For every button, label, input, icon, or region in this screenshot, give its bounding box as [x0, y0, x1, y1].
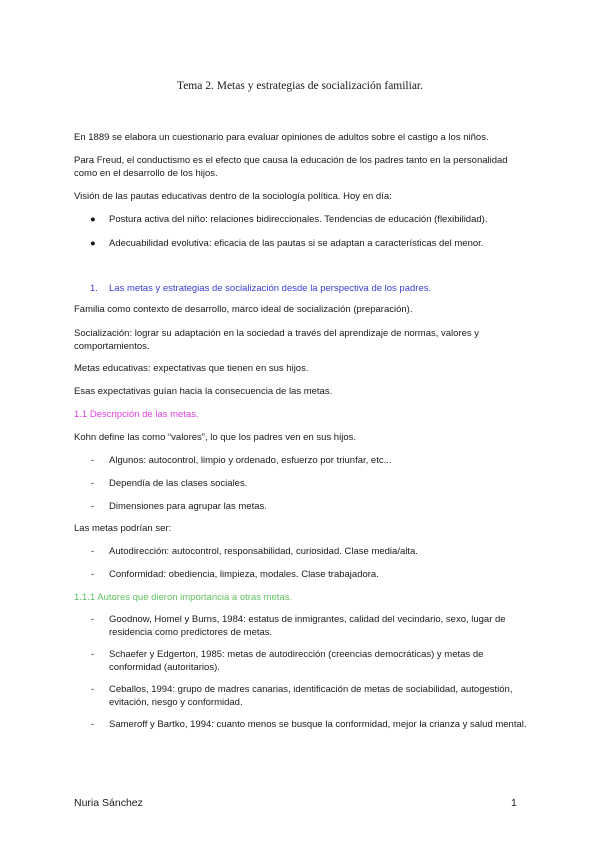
dash-item: Sameroff y Bartko, 1994: cuanto menos se busque la conformidad, mejor la crianza y salud mental. [109, 719, 527, 730]
bullet-item: Postura activa del niño: relaciones bidireccionales. Tendencias de educación (flexibilidad). [109, 214, 488, 225]
section-paragraph: Metas educativas: expectativas que tienen en sus hijos. [74, 363, 309, 374]
intro-paragraph: En 1889 se elabora un cuestionario para evaluar opiniones de adultos sobre el castigo a los niños. [74, 132, 489, 143]
dash-icon: - [91, 501, 95, 512]
dash-icon: - [91, 719, 95, 730]
section-1-number: 1. [90, 283, 98, 294]
dash-icon: - [91, 649, 95, 660]
section-paragraph: Esas expectativas guían hacia la consecuencia de las metas. [74, 386, 333, 397]
section-1-1-1-heading: 1.1.1 Autores que dieron importancia a otras metas. [74, 592, 293, 603]
dash-item: Autodirección: autocontrol, responsabilidad, curiosidad. Clase media/alta. [109, 546, 418, 557]
dash-icon: - [91, 569, 95, 580]
footer-author: Nuria Sánchez [74, 797, 143, 809]
section-paragraph: Familia como contexto de desarrollo, marco ideal de socialización (preparación). [74, 304, 413, 315]
dash-item: Ceballos, 1994: grupo de madres canarias, identificación de metas de sociabilidad, autogestión, evitación, riesgo y conformidad. [109, 684, 513, 708]
dash-item: Algunos: autocontrol, limpio y ordenado, esfuerzo por triunfar, etc... [109, 455, 392, 466]
dash-item: Dimensiones para agrupar las metas. [109, 501, 267, 512]
dash-item: Dependía de las clases sociales. [109, 478, 248, 489]
section-paragraph: Kohn define las como “valores”, lo que los padres ven en sus hijos. [74, 432, 356, 443]
intro-paragraph: Para Freud, el conductismo es el efecto que causa la educación de los padres tanto en la personalidad como en el desarrollo de los hijos. [74, 155, 508, 179]
page-title: Tema 2. Metas y estrategias de socialización familiar. [176, 80, 424, 92]
dash-icon: - [91, 684, 95, 695]
section-1-heading: Las metas y estrategias de socialización desde la perspectiva de los padres. [109, 283, 432, 294]
dash-item: Schaefer y Edgerton, 1985: metas de autodirección (creencias democráticas) y metas de conformidad (autoritarios). [109, 649, 484, 673]
dash-icon: - [91, 546, 95, 557]
dash-item: Goodnow, Homel y Burns, 1984: estatus de inmigrantes, calidad del vecindario, sexo, lugar de residencia como predictores de metas. [109, 614, 506, 638]
bullet-icon: ● [90, 238, 96, 249]
bullet-item: Adecuabilidad evolutiva: eficacia de las pautas si se adaptan a características del menor. [109, 238, 484, 249]
dash-item: Conformidad: obediencia, limpieza, modales. Clase trabajadora. [109, 569, 379, 580]
section-1-1-heading: 1.1 Descripción de las metas. [74, 409, 199, 420]
dash-icon: - [91, 478, 95, 489]
section-paragraph: Las metas podrían ser: [74, 523, 172, 534]
section-paragraph: Socialización: lograr su adaptación en la sociedad a través del aprendizaje de normas, valores y comportamientos. [74, 328, 480, 352]
bullet-icon: ● [90, 214, 96, 225]
intro-paragraph: Visión de las pautas educativas dentro de la sociología política. Hoy en día: [74, 191, 392, 202]
page-number: 1 [511, 797, 517, 809]
dash-icon: - [91, 455, 95, 466]
dash-icon: - [91, 614, 95, 625]
